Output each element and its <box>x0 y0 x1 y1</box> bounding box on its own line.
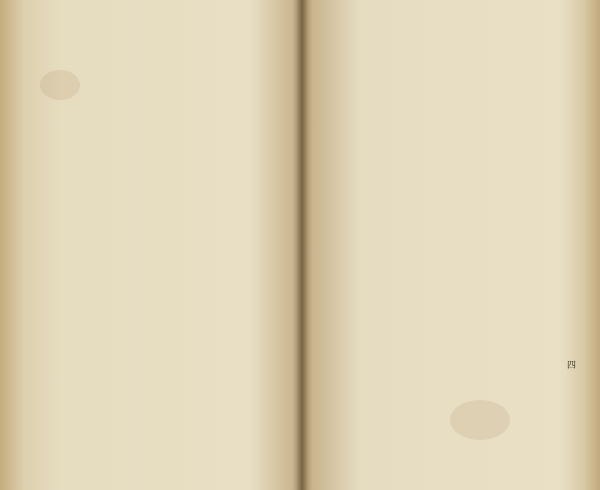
page-number: 四 <box>565 360 575 369</box>
right-page <box>302 0 600 490</box>
book-gutter <box>292 0 312 490</box>
